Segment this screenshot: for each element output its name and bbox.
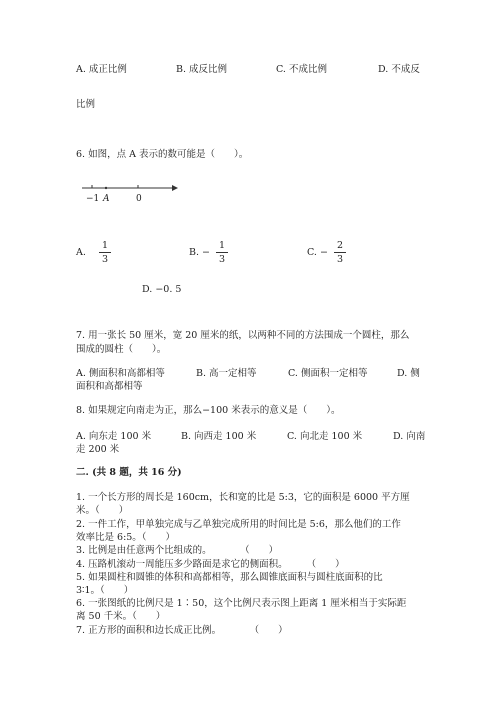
fraction-numerator: 2	[336, 240, 344, 251]
judge-item: 7. 正方形的面积和边长成正比例。 （ ）	[76, 625, 288, 636]
number-line-label-zero: 0	[136, 194, 142, 204]
q8-option-a: A. 向东走 100 米	[76, 431, 152, 442]
q8-option-d: D. 向南	[393, 431, 426, 442]
q8-stem: 8. 如果规定向南走为正，那么−100 米表示的意义是（ ）。	[76, 405, 341, 416]
q8-option-b: B. 向西走 100 米	[181, 431, 257, 442]
q7-option-a: A. 侧面积和高都相等	[76, 368, 165, 379]
q6-option-a-prefix: A.	[76, 247, 86, 258]
q6-option-c-prefix: C. −	[307, 247, 328, 258]
q7-stem-line2: 围成的圆柱（ ）。	[76, 344, 167, 355]
q6-option-d: D. −0. 5	[142, 284, 182, 295]
q7-stem-line1: 7. 用一张长 50 厘米，宽 20 厘米的纸，以两种不同的方法围成一个圆柱，那么	[76, 330, 410, 341]
fraction-denominator: 3	[336, 254, 344, 265]
q6-option-b-prefix: B. −	[189, 247, 210, 258]
judge-item: 3. 比例是由任意两个比组成的。 （ ）	[76, 545, 279, 556]
judge-item: 米。（ ）	[76, 505, 129, 516]
fraction-bar	[99, 252, 111, 253]
q5-option-a: A. 成正比例	[76, 64, 127, 75]
judge-item: 2. 一件工作，甲单独完成与乙单独完成所用的时间比是 5:6，那么他们的工作	[76, 519, 401, 530]
number-line-arrow	[172, 185, 178, 191]
number-line-label-neg1: −1	[86, 194, 100, 204]
judge-item: 1. 一个长方形的周长是 160cm，长和宽的比是 5:3，它的面积是 6000 平方厘	[76, 492, 410, 503]
q6-option-a-fraction	[99, 240, 111, 265]
judge-item: 4. 压路机滚动一周能压多少路面是求它的侧面积。 （ ）	[76, 559, 345, 570]
q5-option-d-continued: 比例	[76, 99, 96, 110]
section-title: 二. (共 8 题，共 16 分)	[76, 467, 182, 478]
number-line-label-a: A	[103, 194, 110, 204]
fraction-denominator: 3	[101, 254, 109, 265]
q6-stem: 6. 如图，点 A 表示的数可能是（ ）。	[76, 149, 249, 160]
q7-option-d: D. 侧	[397, 368, 420, 379]
point-a-marker	[105, 187, 107, 189]
q7-option-b: B. 高一定相等	[196, 368, 257, 379]
q5-option-c: C. 不成比例	[276, 64, 327, 75]
q7-option-d-continued: 面积和高都相等	[76, 381, 143, 392]
q5-option-d: D. 不成反	[378, 64, 420, 75]
q8-option-c: C. 向北走 100 米	[287, 431, 363, 442]
judge-item: 效率比是 6:5。（ ）	[76, 532, 176, 543]
q7-option-c: C. 侧面积一定相等	[288, 368, 368, 379]
q6-option-b-fraction	[216, 240, 228, 265]
fraction-bar	[216, 252, 228, 253]
judge-item: 3∶1。（ ）	[76, 585, 134, 596]
fraction-numerator: 1	[218, 240, 226, 251]
q5-option-b: B. 成反比例	[176, 64, 228, 75]
judge-item: 6. 一张图纸的比例尺是 1∶50，这个比例尺表示图上距离 1 厘米相当于实际距	[76, 598, 407, 609]
fraction-numerator: 1	[101, 240, 109, 251]
q6-option-c-fraction	[334, 240, 346, 265]
q8-option-d-continued: 走 200 米	[76, 444, 120, 455]
fraction-denominator: 3	[218, 254, 226, 265]
judge-item: 5. 如果圆柱和圆锥的体积和高都相等，那么圆锥底面积与圆柱底面积的比	[76, 572, 383, 583]
judge-item: 离 50 千米。（ ）	[76, 611, 166, 622]
fraction-bar	[334, 252, 346, 253]
